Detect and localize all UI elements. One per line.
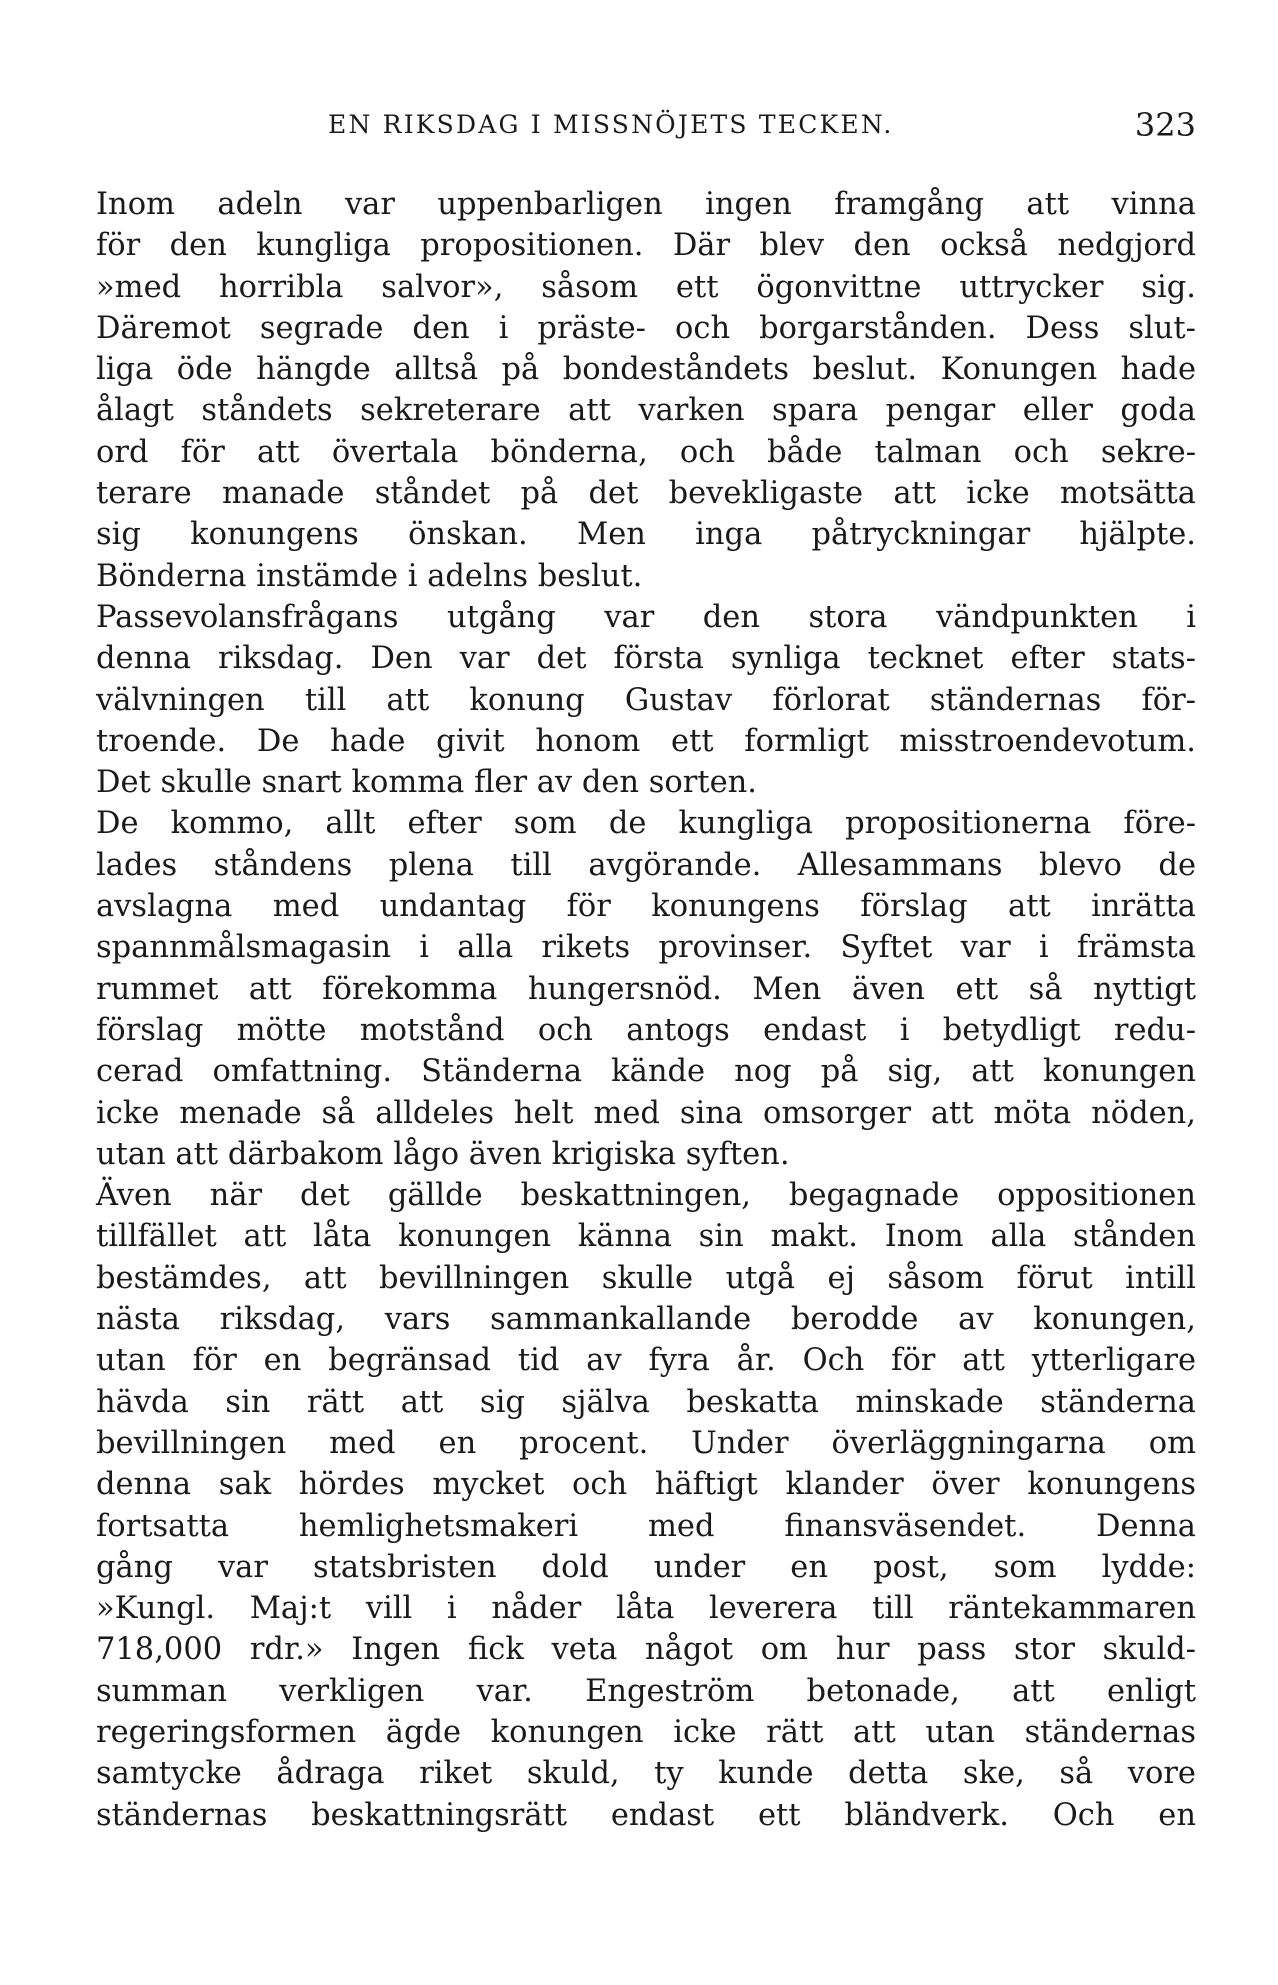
text-line: utan för en begränsad tid av fyra år. Och för att ytterligare: [96, 1343, 1196, 1379]
text-line: bestämdes, att bevillningen skulle utgå ej såsom förut intill: [96, 1260, 1196, 1296]
text-line: summan verkligen var. Engeström betonade, att enligt: [96, 1673, 1196, 1709]
text-line: troende. De hade givit honom ett formligt misstroendevotum.: [96, 723, 1196, 759]
text-line: Även när det gällde beskattningen, begagnade oppositionen: [96, 1178, 1196, 1214]
text-line: denna riksdag. Den var det första synliga tecknet efter stats-: [96, 641, 1196, 677]
body-text: [96, 184, 1196, 1836]
text-line: ord för att övertala bönderna, och både talman och sekre-: [96, 434, 1196, 470]
text-line: »med horribla salvor», såsom ett ögonvittne uttrycker sig.: [96, 269, 1196, 305]
text-line: Det skulle snart komma fler av den sorten.: [96, 765, 757, 801]
text-line: lades ståndens plena till avgörande. Allesammans blevo de: [96, 847, 1196, 883]
text-line: cerad omfattning. Ständerna kände nog på sig, att konungen: [96, 1054, 1196, 1090]
text-line: för den kungliga propositionen. Där blev den också nedgjord: [96, 228, 1196, 264]
text-line: De kommo, allt efter som de kungliga propositionerna före-: [96, 806, 1196, 842]
text-line: gång var statsbristen dold under en post, som lydde:: [96, 1549, 1196, 1585]
text-line: regeringsformen ägde konungen icke rätt att utan ständernas: [96, 1714, 1196, 1750]
text-line: rummet att förekomma hungersnöd. Men även ett så nyttigt: [96, 971, 1196, 1007]
text-line: välvningen till att konung Gustav förlorat ständernas för-: [96, 682, 1196, 718]
text-line: denna sak hördes mycket och häftigt klander över konungens: [96, 1467, 1196, 1503]
text-line: Bönderna instämde i adelns beslut.: [96, 558, 643, 594]
text-line: Däremot segrade den i präste- och borgarstånden. Dess slut-: [96, 310, 1196, 346]
text-line: Inom adeln var uppenbarligen ingen framgång att vinna: [96, 187, 1196, 222]
text-line: tillfället att låta konungen känna sin makt. Inom alla stånden: [96, 1219, 1196, 1255]
text-line: spannmålsmagasin i alla rikets provinser. Syftet var i främsta: [96, 930, 1196, 966]
text-line: ålagt ståndets sekreterare att varken spara pengar eller goda: [96, 393, 1196, 429]
text-line: »Kungl. Maj:t vill i nåder låta leverera till räntekammaren: [96, 1591, 1196, 1627]
text-line: Passevolansfrågans utgång var den stora vändpunkten i: [96, 599, 1196, 635]
text-line: ständernas beskattningsrätt endast ett bländverk. Och en: [96, 1797, 1196, 1833]
running-title: EN RIKSDAG I MISSNÖJETS TECKEN.: [328, 110, 894, 139]
text-line: bevillningen med en procent. Under överläggningarna om: [96, 1425, 1196, 1461]
text-line: sig konungens önskan. Men inga påtryckningar hjälpte.: [96, 517, 1196, 553]
text-line: terare manade ståndet på det bevekligaste att icke motsätta: [96, 476, 1196, 512]
text-line: utan att därbakom lågo även krigiska syften.: [96, 1136, 790, 1172]
text-line: hävda sin rätt att sig själva beskatta minskade ständerna: [96, 1384, 1196, 1420]
page-number: 323: [1134, 106, 1196, 144]
text-line: 718,000 rdr.» Ingen fick veta något om hur pass stor skuld-: [96, 1632, 1196, 1668]
text-line: förslag mötte motstånd och antogs endast i betydligt redu-: [96, 1012, 1196, 1048]
text-line: liga öde hängde alltså på bondeståndets beslut. Konungen hade: [96, 352, 1196, 388]
text-line: fortsatta hemlighetsmakeri med finansväsendet. Denna: [96, 1508, 1196, 1544]
text-line: nästa riksdag, vars sammankallande berodde av konungen,: [96, 1302, 1196, 1338]
text-line: samtycke ådraga riket skuld, ty kunde detta ske, så vore: [96, 1756, 1196, 1792]
running-head: [96, 106, 1196, 146]
text-line: avslagna med undantag för konungens förslag att inrätta: [96, 889, 1196, 925]
text-line: icke menade så alldeles helt med sina omsorger att möta nöden,: [96, 1095, 1196, 1131]
